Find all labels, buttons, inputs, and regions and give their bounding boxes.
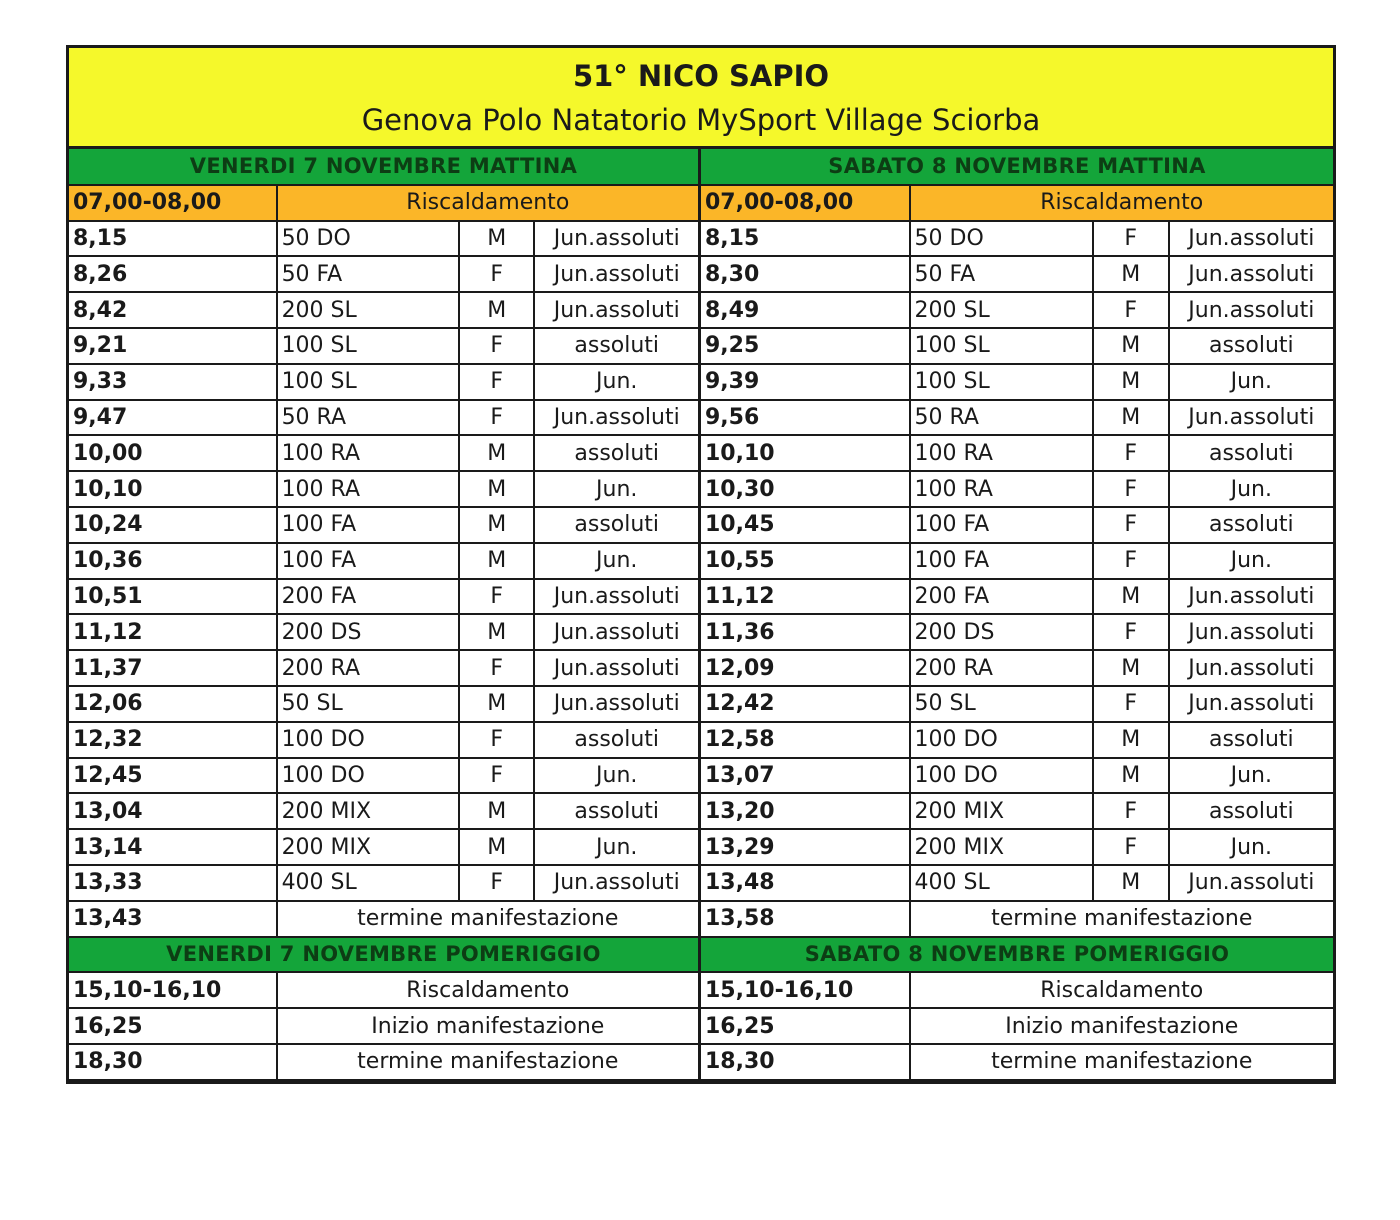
event-sex: M (1093, 579, 1169, 615)
event-time: 12,09 (701, 650, 910, 686)
event-name: 50 DO (910, 221, 1093, 257)
event-name: 100 DO (277, 722, 459, 758)
afternoon-time: 18,30 (701, 1044, 910, 1080)
event-sex: M (459, 292, 534, 328)
event-name: 200 RA (277, 650, 459, 686)
event-row (69, 543, 698, 579)
event-time: 8,15 (69, 221, 277, 257)
event-category: assoluti (1169, 507, 1333, 543)
afternoon-header: SABATO 8 NOVEMBRE POMERIGGIO (701, 937, 1333, 973)
event-name: 200 SL (910, 292, 1093, 328)
event-name: 200 MIX (910, 793, 1093, 829)
event-row (701, 256, 1333, 292)
event-row (701, 829, 1333, 865)
event-sex: M (1093, 364, 1169, 400)
event-row (69, 758, 698, 794)
event-sex: F (459, 650, 534, 686)
event-row (701, 722, 1333, 758)
afternoon-row (69, 1044, 698, 1080)
event-sex: F (459, 364, 534, 400)
event-row (69, 292, 698, 328)
morning-header: VENERDI 7 NOVEMBRE MATTINA (69, 149, 698, 185)
event-time: 10,55 (701, 543, 910, 579)
event-category: Jun.assoluti (1169, 865, 1333, 901)
morning-end-label: termine manifestazione (910, 901, 1333, 937)
afternoon-row (701, 1008, 1333, 1044)
event-name: 50 FA (910, 256, 1093, 292)
event-row (69, 221, 698, 257)
afternoon-label: Inizio manifestazione (277, 1008, 698, 1044)
event-sex: F (1093, 221, 1169, 257)
event-category: Jun. (534, 758, 698, 794)
day-schedule-table (701, 149, 1333, 1081)
event-name: 200 MIX (910, 829, 1093, 865)
event-sex: M (1093, 400, 1169, 436)
event-time: 10,10 (701, 435, 910, 471)
event-sex: F (1093, 543, 1169, 579)
event-sex: F (1093, 614, 1169, 650)
event-row (69, 722, 698, 758)
event-time: 10,24 (69, 507, 277, 543)
event-row (69, 579, 698, 615)
event-time: 11,36 (701, 614, 910, 650)
morning-end-label: termine manifestazione (277, 901, 698, 937)
event-sex: M (459, 507, 534, 543)
event-sex: M (459, 829, 534, 865)
event-name: 200 FA (277, 579, 459, 615)
afternoon-time: 15,10-16,10 (69, 972, 277, 1008)
event-row (701, 400, 1333, 436)
event-row (69, 614, 698, 650)
event-time: 13,20 (701, 793, 910, 829)
event-row (701, 221, 1333, 257)
event-category: Jun. (534, 829, 698, 865)
event-category: Jun.assoluti (1169, 579, 1333, 615)
event-category: assoluti (1169, 435, 1333, 471)
event-sex: M (1093, 256, 1169, 292)
event-category: assoluti (534, 722, 698, 758)
event-time: 11,12 (701, 579, 910, 615)
event-time: 13,04 (69, 793, 277, 829)
event-name: 100 RA (910, 435, 1093, 471)
event-sex: M (459, 221, 534, 257)
event-name: 100 RA (277, 471, 459, 507)
event-sex: F (1093, 793, 1169, 829)
event-name: 100 RA (910, 471, 1093, 507)
afternoon-row (701, 972, 1333, 1008)
event-time: 8,30 (701, 256, 910, 292)
event-sex: F (459, 579, 534, 615)
event-name: 100 FA (277, 507, 459, 543)
meet-title: 51° NICO SAPIO (572, 59, 830, 93)
event-name: 100 RA (277, 435, 459, 471)
title-band (69, 48, 1333, 149)
event-category: assoluti (534, 507, 698, 543)
event-time: 12,45 (69, 758, 277, 794)
warmup-time: 07,00-08,00 (69, 185, 277, 221)
event-sex: M (1093, 650, 1169, 686)
event-category: Jun.assoluti (1169, 650, 1333, 686)
event-name: 200 MIX (277, 829, 459, 865)
event-category: assoluti (534, 435, 698, 471)
afternoon-row (701, 1044, 1333, 1080)
event-name: 100 FA (910, 507, 1093, 543)
event-category: Jun.assoluti (534, 292, 698, 328)
event-row (701, 650, 1333, 686)
event-row (701, 793, 1333, 829)
event-row (69, 256, 698, 292)
afternoon-row (69, 972, 698, 1008)
event-category: assoluti (1169, 328, 1333, 364)
event-row (69, 507, 698, 543)
event-name: 100 SL (277, 328, 459, 364)
event-name: 50 DO (277, 221, 459, 257)
event-time: 13,33 (69, 865, 277, 901)
event-row (69, 328, 698, 364)
event-time: 8,42 (69, 292, 277, 328)
event-category: Jun. (1169, 758, 1333, 794)
event-time: 10,00 (69, 435, 277, 471)
event-sex: F (459, 256, 534, 292)
warmup-label: Riscaldamento (910, 185, 1333, 221)
event-category: Jun.assoluti (1169, 221, 1333, 257)
event-category: Jun.assoluti (534, 221, 698, 257)
event-category: assoluti (534, 328, 698, 364)
event-category: Jun.assoluti (534, 865, 698, 901)
event-row (701, 758, 1333, 794)
event-name: 200 SL (277, 292, 459, 328)
event-name: 50 RA (910, 400, 1093, 436)
event-category: Jun.assoluti (1169, 400, 1333, 436)
event-row (701, 686, 1333, 722)
event-row (701, 364, 1333, 400)
event-time: 10,51 (69, 579, 277, 615)
event-category: Jun.assoluti (534, 686, 698, 722)
afternoon-label: termine manifestazione (910, 1044, 1333, 1080)
event-row (69, 793, 698, 829)
event-row (69, 650, 698, 686)
day-column-friday (69, 149, 701, 1081)
event-category: Jun. (1169, 829, 1333, 865)
event-category: Jun.assoluti (1169, 256, 1333, 292)
afternoon-time: 18,30 (69, 1044, 277, 1080)
event-time: 8,49 (701, 292, 910, 328)
event-name: 100 SL (910, 364, 1093, 400)
event-row (701, 614, 1333, 650)
event-category: Jun.assoluti (1169, 292, 1333, 328)
event-name: 100 DO (277, 758, 459, 794)
event-category: Jun. (534, 543, 698, 579)
afternoon-time: 16,25 (69, 1008, 277, 1044)
event-row (701, 579, 1333, 615)
event-time: 9,47 (69, 400, 277, 436)
event-row (701, 292, 1333, 328)
event-sex: M (1093, 865, 1169, 901)
event-time: 10,30 (701, 471, 910, 507)
event-category: Jun. (534, 471, 698, 507)
event-time: 11,12 (69, 614, 277, 650)
event-time: 10,10 (69, 471, 277, 507)
event-time: 12,58 (701, 722, 910, 758)
event-category: Jun. (1169, 364, 1333, 400)
event-name: 50 SL (910, 686, 1093, 722)
event-time: 12,32 (69, 722, 277, 758)
schedule-sheet (66, 45, 1336, 1084)
event-sex: F (1093, 435, 1169, 471)
event-name: 100 SL (277, 364, 459, 400)
event-name: 200 FA (910, 579, 1093, 615)
event-sex: F (459, 328, 534, 364)
warmup-time: 07,00-08,00 (701, 185, 910, 221)
event-name: 100 FA (910, 543, 1093, 579)
morning-end-time: 13,43 (69, 901, 277, 937)
event-sex: M (459, 435, 534, 471)
event-name: 200 RA (910, 650, 1093, 686)
event-category: Jun.assoluti (534, 400, 698, 436)
day-schedule-table (69, 149, 698, 1081)
event-row (69, 364, 698, 400)
schedule-grid (69, 149, 1333, 1081)
event-name: 100 FA (277, 543, 459, 579)
venue-subtitle: Genova Polo Natatorio MySport Village Sciorba (361, 103, 1041, 137)
event-name: 100 SL (910, 328, 1093, 364)
event-category: Jun. (1169, 471, 1333, 507)
event-time: 13,14 (69, 829, 277, 865)
afternoon-row (69, 1008, 698, 1044)
event-row (69, 400, 698, 436)
event-row (701, 435, 1333, 471)
event-row (701, 543, 1333, 579)
event-row (69, 865, 698, 901)
event-time: 9,56 (701, 400, 910, 436)
afternoon-label: termine manifestazione (277, 1044, 698, 1080)
event-category: Jun.assoluti (1169, 686, 1333, 722)
event-category: Jun.assoluti (534, 256, 698, 292)
event-sex: M (1093, 758, 1169, 794)
afternoon-time: 16,25 (701, 1008, 910, 1044)
event-time: 13,07 (701, 758, 910, 794)
event-name: 400 SL (910, 865, 1093, 901)
event-row (69, 471, 698, 507)
event-sex: F (1093, 471, 1169, 507)
morning-header: SABATO 8 NOVEMBRE MATTINA (701, 149, 1333, 185)
event-category: assoluti (534, 793, 698, 829)
event-category: Jun.assoluti (1169, 614, 1333, 650)
event-time: 13,48 (701, 865, 910, 901)
event-time: 9,25 (701, 328, 910, 364)
event-name: 200 DS (910, 614, 1093, 650)
event-time: 8,15 (701, 221, 910, 257)
event-time: 9,33 (69, 364, 277, 400)
event-name: 100 DO (910, 758, 1093, 794)
event-row (701, 507, 1333, 543)
event-sex: M (459, 686, 534, 722)
event-sex: M (459, 614, 534, 650)
event-sex: F (1093, 507, 1169, 543)
event-time: 13,29 (701, 829, 910, 865)
event-sex: F (459, 400, 534, 436)
event-time: 12,42 (701, 686, 910, 722)
event-sex: M (1093, 328, 1169, 364)
afternoon-header: VENERDI 7 NOVEMBRE POMERIGGIO (69, 937, 698, 973)
event-time: 12,06 (69, 686, 277, 722)
event-row (701, 328, 1333, 364)
event-sex: F (1093, 686, 1169, 722)
event-time: 10,45 (701, 507, 910, 543)
event-category: Jun. (534, 364, 698, 400)
event-time: 10,36 (69, 543, 277, 579)
event-time: 11,37 (69, 650, 277, 686)
event-name: 400 SL (277, 865, 459, 901)
event-sex: M (1093, 722, 1169, 758)
event-row (701, 471, 1333, 507)
warmup-label: Riscaldamento (277, 185, 698, 221)
event-category: Jun.assoluti (534, 579, 698, 615)
warmup-row (69, 185, 698, 221)
warmup-row (701, 185, 1333, 221)
event-category: Jun.assoluti (534, 650, 698, 686)
event-name: 200 MIX (277, 793, 459, 829)
event-sex: F (459, 758, 534, 794)
event-sex: M (459, 793, 534, 829)
event-sex: M (459, 543, 534, 579)
event-time: 9,21 (69, 328, 277, 364)
morning-end-row (701, 901, 1333, 937)
event-category: Jun.assoluti (534, 614, 698, 650)
event-category: assoluti (1169, 722, 1333, 758)
event-row (701, 865, 1333, 901)
afternoon-label: Riscaldamento (910, 972, 1333, 1008)
event-name: 50 SL (277, 686, 459, 722)
event-category: Jun. (1169, 543, 1333, 579)
morning-end-time: 13,58 (701, 901, 910, 937)
event-name: 200 DS (277, 614, 459, 650)
morning-end-row (69, 901, 698, 937)
afternoon-label: Inizio manifestazione (910, 1008, 1333, 1044)
event-name: 100 DO (910, 722, 1093, 758)
event-sex: M (459, 471, 534, 507)
event-sex: F (459, 865, 534, 901)
afternoon-label: Riscaldamento (277, 972, 698, 1008)
event-name: 50 RA (277, 400, 459, 436)
event-time: 8,26 (69, 256, 277, 292)
event-row (69, 435, 698, 471)
event-sex: F (459, 722, 534, 758)
afternoon-time: 15,10-16,10 (701, 972, 910, 1008)
event-time: 9,39 (701, 364, 910, 400)
event-category: assoluti (1169, 793, 1333, 829)
day-column-saturday (701, 149, 1333, 1081)
event-row (69, 686, 698, 722)
event-sex: F (1093, 829, 1169, 865)
event-name: 50 FA (277, 256, 459, 292)
event-row (69, 829, 698, 865)
event-sex: F (1093, 292, 1169, 328)
